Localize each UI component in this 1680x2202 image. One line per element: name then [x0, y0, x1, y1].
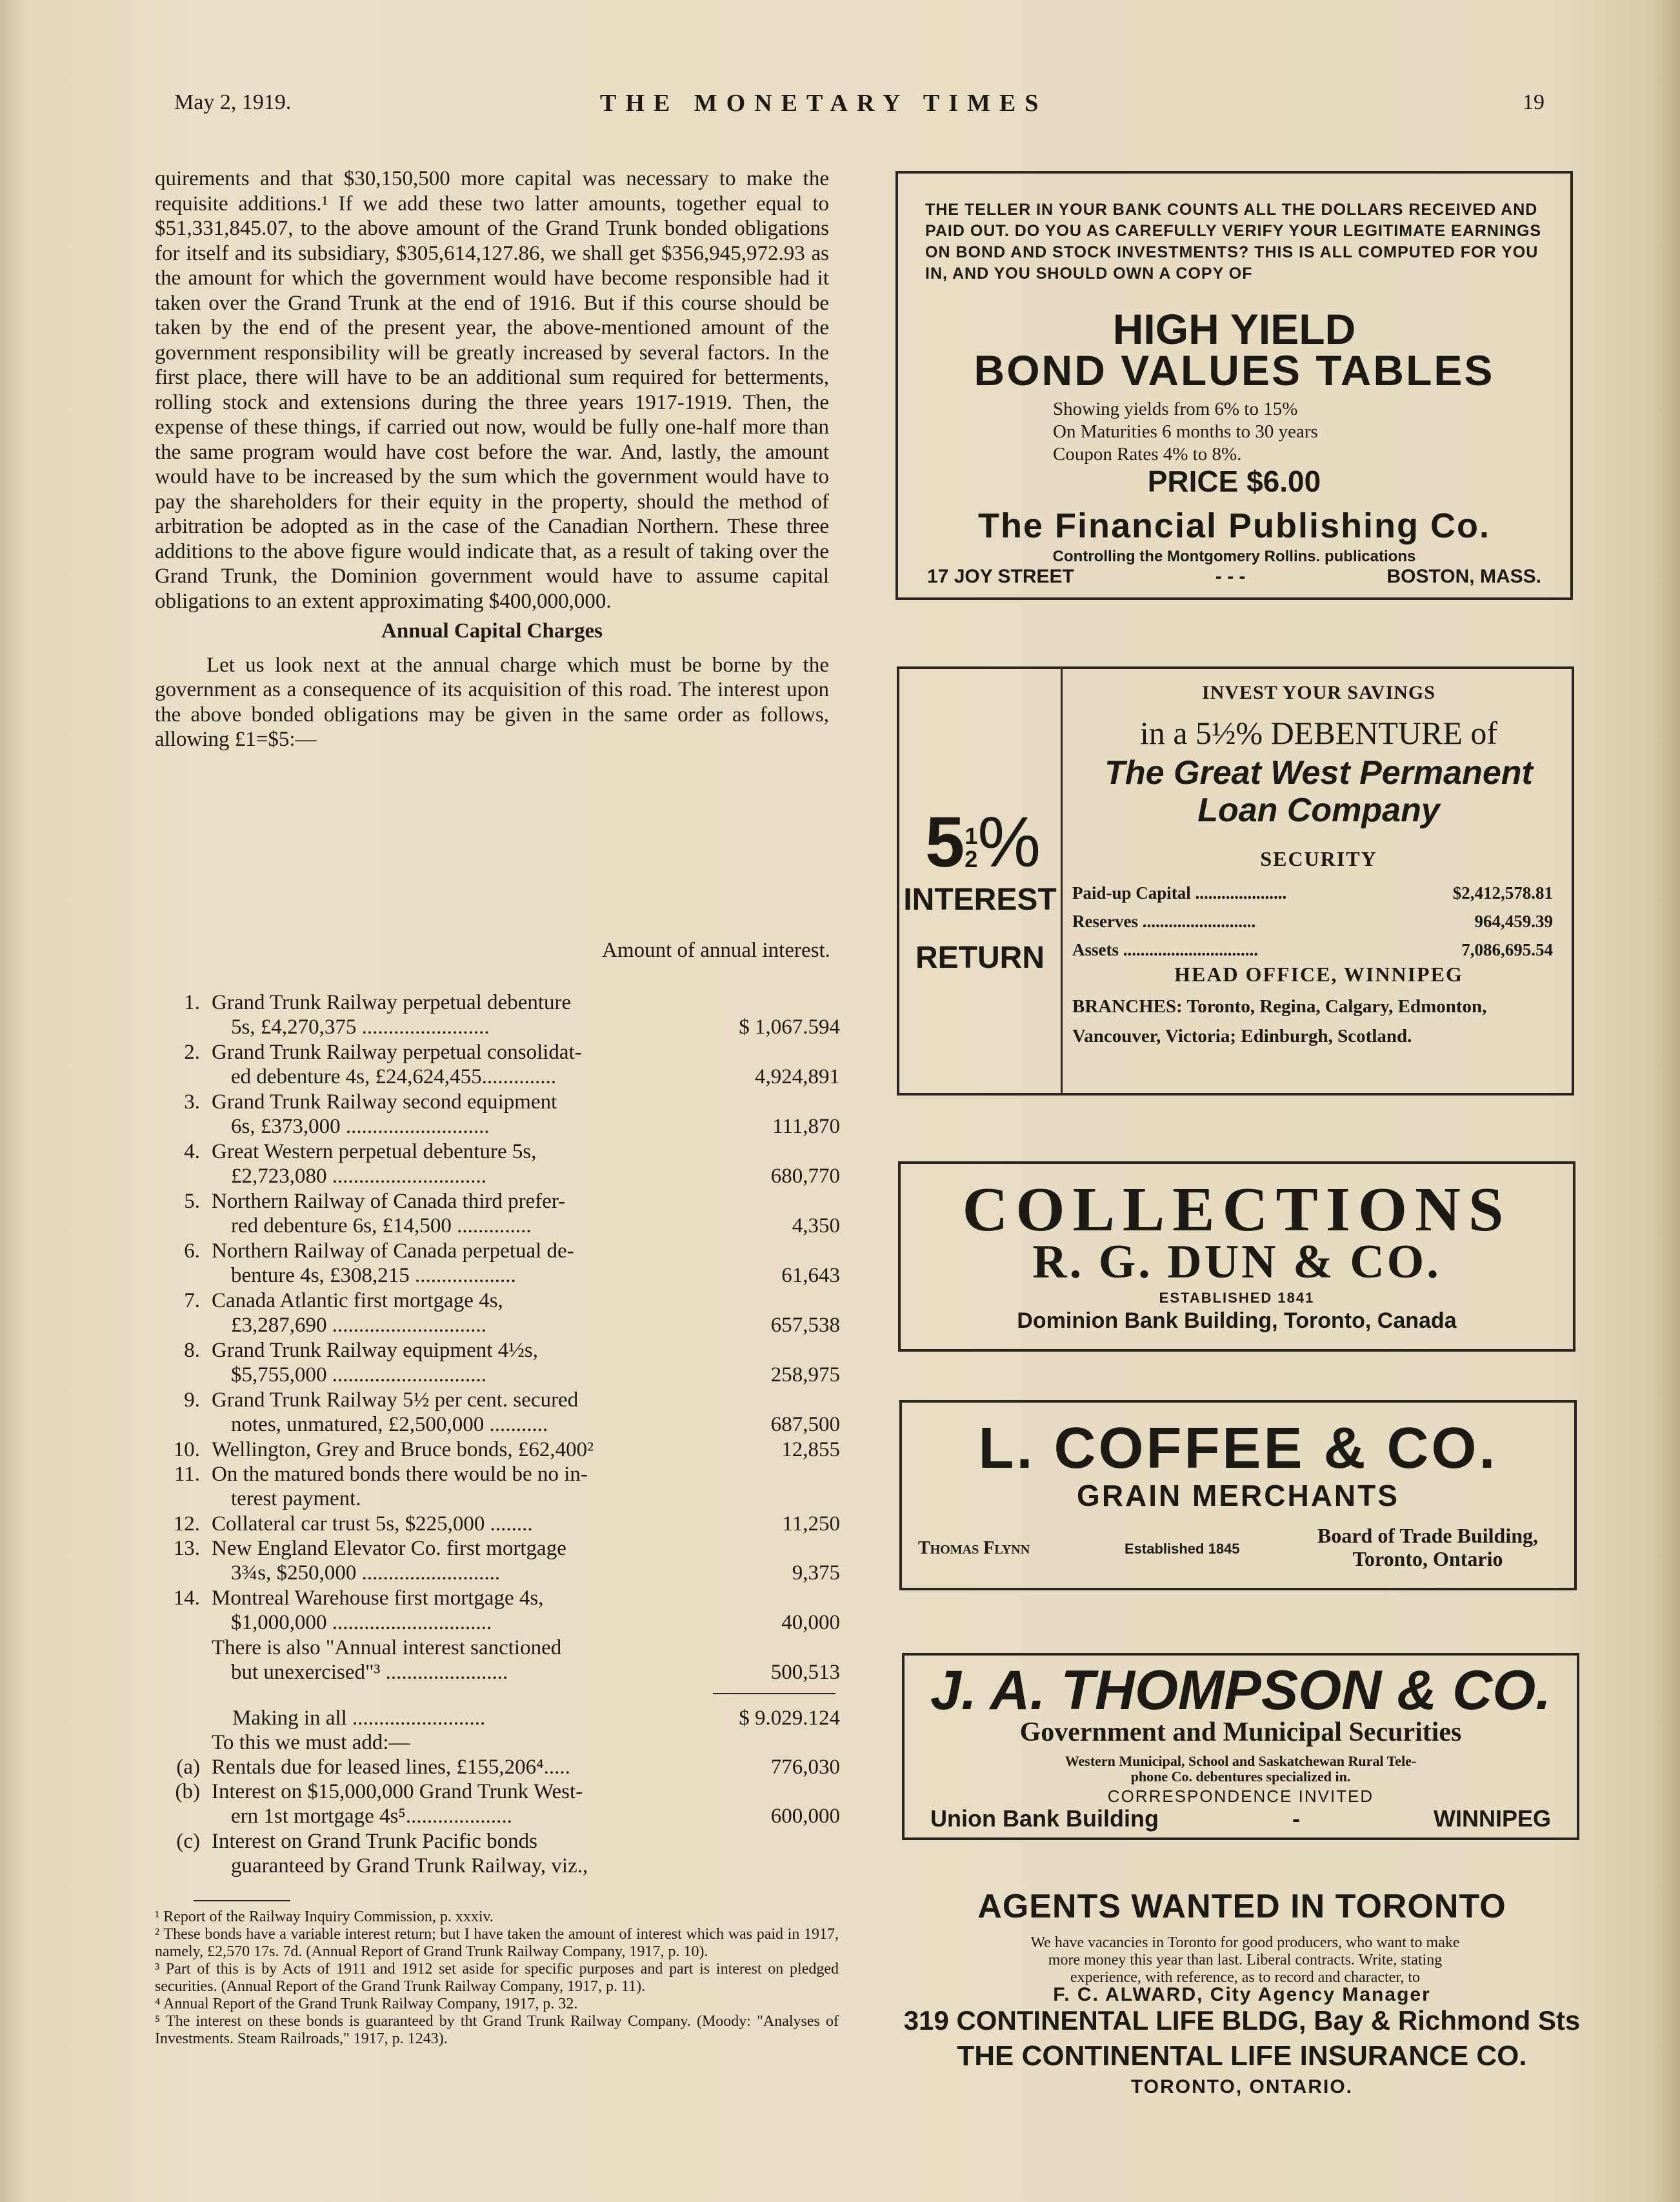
- address: [1286, 1524, 1570, 1570]
- footnote: ² These bonds have a variable interest return; but I have taken the amount of interest which was paid in 1917, namely, £2,570 17s. 7d. (Annual Report of Grand Trunk Railway Company, 1917, p. 10).: [155, 1926, 839, 1960]
- item-amount: 111,870: [772, 1115, 840, 1138]
- sum-rule: [713, 1693, 835, 1694]
- financial-row: [1072, 879, 1553, 907]
- column-header: Amount of annual interest.: [602, 939, 830, 962]
- company-line: The Great West Permanent: [1105, 754, 1533, 792]
- total-amount: $ 9.029.124: [739, 1707, 840, 1730]
- established: ESTABLISHED 1841: [1159, 1290, 1315, 1306]
- interest-row: [155, 1090, 839, 1139]
- rate-denominator: 2: [965, 845, 978, 872]
- interest-row: [155, 1338, 839, 1387]
- rate-figure: [925, 801, 1041, 883]
- address: 319 CONTINENTAL LIFE BLDG, Bay & Richmond Sts: [903, 2005, 1581, 2036]
- description-line: phone Co. debentures specialized in.: [1130, 1768, 1351, 1785]
- extra-row: [155, 1829, 839, 1878]
- ad-heading: INVEST YOUR SAVINGS: [1202, 682, 1435, 703]
- item-text: There is also "Annual interest sanctioned: [212, 1636, 562, 1659]
- ad-subheading: in a 5½% DEBENTURE of: [1139, 715, 1498, 751]
- item-amount: 600,000: [770, 1805, 840, 1828]
- item-text: Rentals due for leased lines, £155,206⁴.....: [212, 1756, 570, 1779]
- branches: BRANCHES: Toronto, Regina, Calgary, Edmonton, Vancouver, Victoria; Edinburgh, Scotland.: [1072, 996, 1487, 1046]
- item-text: Grand Trunk Railway second equipment: [212, 1090, 557, 1114]
- description-line: Western Municipal, School and Saskatchewan Rural Tele-: [1065, 1753, 1417, 1769]
- extra-label: (a): [176, 1756, 200, 1779]
- item-text: On the matured bonds there would be no in-: [212, 1463, 588, 1486]
- interest-row: [155, 1189, 839, 1238]
- interest-row: [155, 1388, 839, 1437]
- item-text: Interest on Grand Trunk Pacific bonds: [212, 1830, 538, 1853]
- item-text: Grand Trunk Railway perpetual consolidat-: [212, 1041, 582, 1064]
- company-name: THE CONTINENTAL LIFE INSURANCE CO.: [957, 2040, 1527, 2072]
- item-text: Grand Trunk Railway 5½ per cent. secured: [212, 1388, 579, 1412]
- issue-date: May 2, 1919.: [174, 90, 292, 114]
- collections-ad: [898, 1161, 1575, 1352]
- item-number: 7.: [184, 1289, 200, 1312]
- item-number: 4.: [184, 1140, 200, 1163]
- item-text: Northern Railway of Canada third prefer-: [212, 1190, 566, 1213]
- publication-title: THE MONETARY TIMES: [600, 90, 1048, 117]
- ad-subtitle: Government and Municipal Securities: [1019, 1717, 1462, 1747]
- footnote: ¹ Report of the Railway Inquiry Commission, p. xxxiv.: [155, 1908, 494, 1925]
- financial-label: Assets ...............................: [1072, 940, 1258, 959]
- item-text: Canada Atlantic first mortgage 4s,: [212, 1289, 503, 1312]
- section-heading: Annual Capital Charges: [381, 619, 603, 643]
- article-body: [155, 166, 829, 752]
- item-text: Grand Trunk Railway equipment 4½s,: [212, 1339, 538, 1362]
- item-number: 11.: [174, 1463, 200, 1486]
- ad-title: AGENTS WANTED IN TORONTO: [977, 1888, 1506, 1925]
- financial-value: $2,412,578.81: [1452, 883, 1553, 903]
- address-line: Toronto, Ontario: [1352, 1547, 1503, 1570]
- interest-row: [155, 1462, 839, 1511]
- company-name: R. G. DUN & CO.: [1032, 1236, 1441, 1288]
- interest-row: [155, 1586, 839, 1635]
- company-line: Loan Company: [1197, 792, 1440, 829]
- item-number: 2.: [184, 1041, 200, 1064]
- financial-row: [1072, 936, 1553, 964]
- item-amount: 40,000: [781, 1611, 840, 1634]
- item-amount: 500,513: [770, 1661, 840, 1684]
- correspondence: CORRESPONDENCE INVITED: [1107, 1787, 1374, 1806]
- ad-price: PRICE $6.00: [1147, 465, 1321, 498]
- item-number: 12.: [173, 1512, 200, 1536]
- item-text: 6s, £373,000 ...........................: [231, 1115, 490, 1138]
- financial-label: Paid-up Capital .....................: [1072, 883, 1287, 903]
- extra-label: (b): [175, 1780, 200, 1803]
- established: Established 1845: [1125, 1541, 1240, 1557]
- item-text: but unexercised"³ .......................: [231, 1661, 508, 1684]
- ad-details: [1053, 398, 1318, 466]
- percent-sign: %: [977, 803, 1041, 882]
- ad-description: [905, 1754, 1577, 1785]
- interest-row: [155, 1040, 839, 1089]
- head-office: HEAD OFFICE, WINNIPEG: [1174, 963, 1463, 986]
- footnotes: [155, 1908, 839, 2048]
- item-text: red debenture 6s, £14,500 ..............: [231, 1214, 532, 1237]
- item-amount: 680,770: [770, 1165, 840, 1188]
- ad-divider: [1061, 669, 1063, 1093]
- ad-detail-line: On Maturities 6 months to 30 years: [1053, 421, 1318, 442]
- address-line: Board of Trade Building,: [1317, 1524, 1538, 1547]
- city: TORONTO, ONTARIO.: [1130, 2076, 1353, 2097]
- financial-value: 7,086,695.54: [1461, 940, 1553, 959]
- street: 17 JOY STREET: [927, 566, 1074, 587]
- item-text: Grand Trunk Railway perpetual debenture: [212, 991, 572, 1014]
- item-text: £2,723,080 .............................: [231, 1165, 486, 1188]
- address: Dominion Bank Building, Toronto, Canada: [1017, 1308, 1457, 1333]
- ad-address: [927, 566, 1541, 588]
- item-number: 8.: [184, 1339, 200, 1362]
- ad-subtitle: GRAIN MERCHANTS: [1077, 1479, 1399, 1512]
- building: Union Bank Building: [930, 1805, 1159, 1832]
- item-amount: 4,350: [792, 1214, 840, 1237]
- interest-row: [155, 1437, 839, 1462]
- ad-title-line1: HIGH YIELD: [1112, 305, 1356, 353]
- item-amount: 61,643: [781, 1264, 840, 1287]
- separator: - - -: [1215, 566, 1246, 587]
- ad-body: We have vacancies in Toronto for good producers, who want to make more money this year than last. Liberal contracts. Write, stating experience, with reference, as to record and character, to: [1030, 1934, 1460, 1986]
- item-amount: 11,250: [782, 1512, 840, 1536]
- page-number: 19: [1523, 90, 1545, 114]
- contact-name: Thomas Flynn: [918, 1538, 1030, 1558]
- add-label-row: [155, 1730, 839, 1755]
- financial-row: [1072, 907, 1553, 936]
- city: WINNIPEG: [1433, 1805, 1551, 1832]
- interest-row: [155, 1139, 839, 1188]
- interest-row: [155, 1288, 839, 1337]
- total-row: [155, 1706, 839, 1730]
- item-text: guaranteed by Grand Trunk Railway, viz.,: [231, 1854, 588, 1877]
- return-label: RETURN: [915, 941, 1045, 975]
- company-name: L. COFFEE & CO.: [978, 1416, 1498, 1481]
- item-amount: 9,375: [792, 1561, 840, 1585]
- item-text: New England Elevator Co. first mortgage: [212, 1537, 566, 1560]
- rate-numerator: 1: [965, 822, 978, 849]
- ad-title: COLLECTIONS: [962, 1175, 1512, 1245]
- item-text: Interest on $15,000,000 Grand Trunk West-: [212, 1780, 583, 1803]
- item-text: Wellington, Grey and Bruce bonds, £62,400²: [212, 1438, 594, 1461]
- item-number: 6.: [184, 1239, 200, 1263]
- item-text: £3,287,690 .............................: [231, 1314, 486, 1337]
- extra-label: (c): [176, 1830, 200, 1853]
- ad-detail-line: Coupon Rates 4% to 8%.: [1053, 444, 1242, 465]
- ad-detail-line: Showing yields from 6% to 15%: [1053, 399, 1298, 419]
- item-number: 9.: [184, 1388, 200, 1412]
- company-name: J. A. THOMPSON & CO.: [930, 1659, 1551, 1721]
- item-text: Collateral car trust 5s, $225,000 ........: [212, 1512, 533, 1536]
- footnote: ⁴ Annual Report of the Grand Trunk Railway Company, 1917, p. 32.: [155, 1996, 578, 2012]
- interest-row: [155, 1636, 839, 1685]
- item-amount: 258,975: [770, 1363, 840, 1386]
- item-amount: 687,500: [770, 1413, 840, 1436]
- ad-publisher: The Financial Publishing Co.: [977, 506, 1491, 545]
- financial-label: Reserves ..........................: [1072, 912, 1256, 931]
- article-paragraph: Let us look next at the annual charge which must be borne by the government as a consequence of its acquisition of this road. The interest upon the above bonded obligations may be given in the same order as follows, allowing £1=$5:—: [155, 653, 829, 751]
- extra-row: [155, 1755, 839, 1779]
- item-text: ed debenture 4s, £24,624,455..............: [231, 1065, 557, 1088]
- manager: F. C. ALWARD, City Agency Manager: [1053, 1984, 1431, 2005]
- item-number: 13.: [173, 1537, 200, 1560]
- thompson-ad: [902, 1653, 1579, 1840]
- bond-tables-ad: [895, 171, 1573, 600]
- item-amount: 776,030: [770, 1756, 840, 1779]
- rate-whole: 5: [925, 803, 965, 882]
- item-text: $5,755,000 .............................: [231, 1363, 486, 1386]
- item-number: 1.: [184, 991, 200, 1014]
- separator: -: [1292, 1805, 1300, 1832]
- interest-row: [155, 1512, 839, 1536]
- financials: [1072, 879, 1553, 964]
- footnote: ⁵ The interest on these bonds is guaranteed by tht Grand Trunk Railway Company. (Moody: "Analyses of Investments. Steam Railroads," 1917, p. 1243).: [155, 2013, 839, 2047]
- item-text: 5s, £4,270,375 ........................: [231, 1016, 490, 1039]
- address: [930, 1805, 1551, 1832]
- ad-intro: THE TELLER IN YOUR BANK COUNTS ALL THE DOLLARS RECEIVED AND PAID OUT. DO YOU AS CAREFULLY VERIFY YOUR LEGITIMATE EARNINGS ON BOND AND STOCK INVESTMENTS? THIS IS ALL COMPUTED FOR YOU IN, AND YOU SHOULD OWN A COPY OF: [925, 201, 1542, 283]
- extra-row: [155, 1779, 839, 1828]
- city: BOSTON, MASS.: [1386, 566, 1541, 587]
- item-amount: 657,538: [770, 1314, 840, 1337]
- financial-value: 964,459.39: [1474, 912, 1553, 931]
- footnote-rule: [194, 1900, 290, 1901]
- item-number: 3.: [184, 1090, 200, 1114]
- coffee-ad: [899, 1400, 1577, 1590]
- ad-title-line2: BOND VALUES TABLES: [974, 346, 1495, 394]
- item-text: ern 1st mortgage 4s⁵....................: [231, 1805, 512, 1828]
- item-text: notes, unmatured, £2,500,000 ...........: [231, 1413, 548, 1436]
- item-text: Montreal Warehouse first mortgage 4s,: [212, 1586, 544, 1610]
- item-text: Great Western perpetual debenture 5s,: [212, 1140, 537, 1163]
- company-name: [1067, 754, 1570, 829]
- item-text: Northern Railway of Canada perpetual de-: [212, 1239, 574, 1263]
- debenture-ad: [897, 666, 1574, 1096]
- ad-note: Controlling the Montgomery Rollins. publications: [1052, 548, 1416, 565]
- item-amount: 4,924,891: [755, 1065, 840, 1088]
- item-text: terest payment.: [231, 1487, 361, 1510]
- total-label: Making in all .........................: [232, 1707, 486, 1730]
- item-text: $1,000,000 ..............................: [231, 1611, 492, 1634]
- footnote: ³ Part of this is by Acts of 1911 and 1912 set aside for specific purposes and part is interest on pledged securities. (Annual Report of the Grand Trunk Railway Company, 1917, p. 11).: [155, 1961, 839, 1995]
- item-text: 3¾s, $250,000 ..........................: [231, 1561, 501, 1585]
- interest-row: [155, 1239, 839, 1288]
- security-heading: SECURITY: [1260, 847, 1377, 870]
- item-number: 14.: [173, 1586, 200, 1610]
- item-amount: $ 1,067.594: [739, 1016, 840, 1039]
- interest-label: INTEREST: [903, 883, 1057, 917]
- item-number: 5.: [184, 1190, 200, 1213]
- item-amount: 12,855: [781, 1438, 840, 1461]
- item-text: benture 4s, £308,215 ...................: [231, 1264, 516, 1287]
- item-number: 10.: [173, 1438, 200, 1461]
- article-paragraph: quirements and that $30,150,500 more capital was necessary to make the requisite additions.¹ If we add these two latter amounts, together equal to $51,331,845.07, to the above amount of the Grand Trunk bonded obligations for itself and its subsidiary, $305,614,127.86, we shall get $356,945,972.93 as the amount for which the government would have become responsible had it taken over the Grand Trunk at the end of 1916. But if this course should be taken by the end of the present year, the above-mentioned amount of the government responsibility will be greatly increased by several factors. In the first place, there will have to be an additional sum required for betterments, rolling stock and extensions during the three years 1917-1919. Then, the expense of these things, if carried out now, would be fully one-half more than the same program would have cost before the war. And, lastly, the amount would have to be increased by the sum which the government would have to pay the shareholders for their equity in the property, should the method of arbitration be adopted as in the case of the Canadian Northern. These three additions to the above figure would indicate that, as a result of taking over the Grand Trunk, the Dominion government would have to assume capital obligations to an extent approximating $400,000,000.: [155, 167, 829, 613]
- interest-row: [155, 990, 839, 1039]
- add-label: To this we must add:—: [212, 1731, 410, 1754]
- interest-row: [155, 1536, 839, 1585]
